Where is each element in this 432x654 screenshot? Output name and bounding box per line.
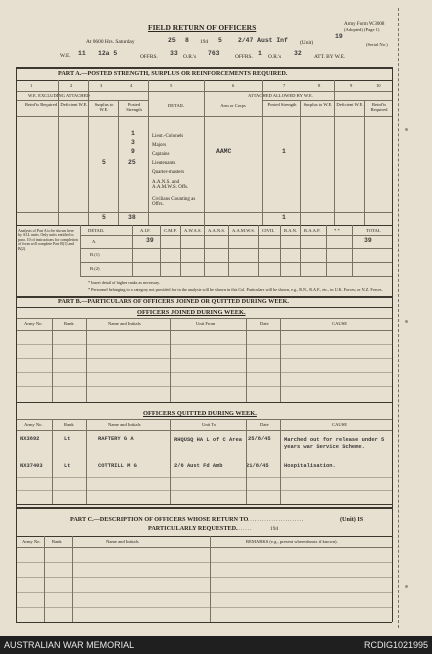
punch-hole [405, 585, 408, 588]
header-detail: DETAIL [167, 103, 185, 108]
posted-value: 9 [131, 148, 135, 155]
rule [16, 318, 392, 319]
quitted-date: 21/8/45 [246, 463, 269, 469]
rule [16, 100, 148, 101]
border-left [16, 67, 17, 622]
quitted-col-header: Unit To [202, 422, 217, 427]
analysis-header: A.W.A.S. [184, 228, 202, 233]
rule [16, 622, 392, 623]
we-label: W.E. [60, 53, 71, 59]
analysis-header: * * [334, 228, 340, 233]
posted-value: 3 [131, 139, 135, 146]
col-line [88, 80, 89, 225]
quitted-col-header: Rank [64, 422, 74, 427]
col-number: 1 [30, 83, 33, 88]
rule [16, 477, 392, 478]
col-line [180, 225, 181, 277]
quitted-unit: 2/6 Aust Fd Amb [174, 463, 223, 469]
col-line [148, 80, 149, 225]
col-line [86, 318, 87, 402]
rule [80, 262, 392, 263]
we-ors-value: 12a 5 [98, 50, 118, 57]
att-posted-value: 1 [282, 148, 286, 155]
rule [16, 372, 392, 373]
quitted-unit: RHQUSQ HA L of C Area [174, 437, 242, 443]
col-line [72, 536, 73, 622]
header-surplus: Surplus to W.E. [94, 102, 114, 112]
part-a-title: PART A.—POSTED STRENGTH, SURPLUS OR REINFORCEMENTS REQUIRED. [58, 70, 288, 77]
col-number: 7 [283, 83, 286, 88]
rule [16, 344, 392, 345]
rule [80, 248, 392, 249]
col-line [204, 80, 205, 225]
posted-value: 1 [131, 130, 135, 137]
quitted-col-header: CAUSE [332, 422, 348, 427]
header-att-reinf: Reinf'ts Required [370, 102, 388, 112]
part-c-col-header: Rank [52, 539, 62, 544]
quitted-name: RAFTERY G A [98, 436, 134, 442]
part-b-title: PART B.—PARTICULARS OF OFFICERS JOINED OR QUITTED DURING WEEK. [58, 298, 289, 305]
header-posted: Posted Strength [126, 102, 142, 112]
quitted-name: COTTRILL M G [98, 463, 137, 469]
rule [16, 419, 392, 420]
analysis-header: DETAIL [88, 228, 105, 233]
quitted-date: 25/8/45 [248, 436, 271, 442]
col-line [132, 225, 133, 277]
col-line [280, 419, 281, 504]
posted-value: 25 [128, 159, 136, 166]
strength-ors-value: 763 [208, 50, 220, 57]
col-line [80, 225, 81, 277]
col-line [262, 80, 263, 225]
total-surplus: 5 [102, 214, 106, 221]
col-number: 3 [100, 83, 103, 88]
detail-item: Quarter-masters [152, 170, 185, 175]
rule [16, 330, 392, 331]
archive-footer [0, 636, 432, 654]
date-year: 5 [218, 37, 222, 44]
attached-ors-value: 32 [294, 50, 302, 57]
detail-item: Lieutenants [152, 161, 176, 166]
col-line [52, 419, 53, 504]
col-line [300, 225, 301, 277]
archive-id: RCDIG1021995 [363, 640, 428, 650]
analysis-row-label: B.(1) [90, 252, 100, 257]
form-number: Army Form W.3008 [344, 22, 385, 27]
form-note: (Adopted) (Page 1) [344, 27, 380, 32]
col-line [280, 225, 281, 277]
part-c-col-header: REMARKS (e.g., present whereabouts if known). [246, 539, 338, 544]
col-line [170, 318, 171, 402]
analysis-header: R.A.A.F. [304, 228, 321, 233]
unit-label: (Unit) [300, 40, 314, 46]
att-by-we-label: ATT. BY W.E. [314, 54, 346, 60]
analysis-header: A.I.F. [140, 228, 151, 233]
col-line [170, 419, 171, 504]
total-att: 1 [282, 214, 286, 221]
header-att-posted: Posted Strength [267, 102, 297, 107]
col-number: 10 [376, 83, 381, 88]
analysis-header: A.A.N.S. [208, 228, 226, 233]
we-excluding-label: W.E. EXCLUDING ATTACHED [28, 93, 90, 98]
rule [16, 507, 392, 509]
col-line [258, 225, 259, 277]
footnote: * Personnel belonging to a category not provided for in the analysis will be shown in this Col. Particulars will be shown, e.g., R.N., R.A.F., etc., in U.K. Forces; or N.Z. Forces. [88, 287, 383, 292]
quitted-army-no: NX37403 [20, 463, 43, 469]
rule [80, 276, 392, 277]
analysis-header: A.A.M.W.S. [232, 228, 255, 233]
col-number: 4 [130, 83, 133, 88]
col-number: 5 [170, 83, 173, 88]
attached-offrs-value: 1 [258, 50, 262, 57]
quitted-title: OFFICERS QUITTED DURING WEEK. [143, 410, 257, 417]
header-reinf: Reinf'ts Required [24, 102, 58, 107]
offrs-label: OFFRS. [140, 54, 158, 60]
analysis-row-label: B.(2) [90, 266, 100, 271]
detail-item: Lieut.-Colonels [152, 134, 184, 139]
ors-label-2: O.R.'s [268, 54, 282, 60]
footnote: * Insert detail of higher ranks as necessary. [88, 280, 161, 285]
header-att-surplus: Surplus to W.E. [303, 102, 333, 107]
quitted-col-header: Name and Initials [108, 422, 141, 427]
serial-value: 19 [335, 33, 343, 40]
part-c-title: PART C.—DESCRIPTION OF OFFICERS WHOSE RETURN TO [70, 516, 249, 523]
surplus-value: 5 [102, 159, 106, 166]
col-line [364, 100, 365, 225]
rule [16, 402, 392, 403]
analysis-row-label: A. [92, 239, 97, 244]
quitted-col-header: Date [260, 422, 269, 427]
rule [262, 100, 392, 101]
rule [80, 235, 392, 236]
joined-col-header: Army No. [24, 321, 43, 326]
quitted-cause: Marched out for release under 5 years war Service Scheme. [284, 437, 385, 451]
col-line [352, 225, 353, 277]
fold-line [398, 8, 399, 628]
col-line [210, 536, 211, 622]
col-number: 9 [350, 83, 353, 88]
col-line [52, 318, 53, 402]
part-c-dots: ........................ [248, 517, 305, 523]
date-day: 25 [168, 37, 176, 44]
analysis-header: CIVIL [262, 228, 275, 233]
joined-title: OFFICERS JOINED DURING WEEK. [137, 309, 246, 316]
col-line [118, 100, 119, 225]
col-line [334, 80, 335, 225]
joined-col-header: Name and Initials [108, 321, 141, 326]
rule [16, 430, 392, 431]
col-line [280, 318, 281, 402]
header-deficient: Deficient W.E. [60, 102, 88, 107]
ors-label: O.R.'s [183, 54, 197, 60]
analysis-note: Analysis of Part A to be shown here by ALL units. Only units entitled to para. 10 of instructions for completion of form will complete Part B(1) and B(2). [18, 229, 78, 251]
rule [16, 67, 392, 69]
col-line [160, 225, 161, 277]
serial-label: (Serial No.) [366, 42, 388, 47]
col-line [300, 100, 301, 225]
quitted-army-no: NX3692 [20, 436, 40, 442]
header-att-deficient: Deficient W.E. [336, 102, 364, 107]
quitted-rank: Lt [64, 463, 71, 469]
we-offrs-value: 11 [78, 50, 86, 57]
col-number: 2 [70, 83, 73, 88]
part-c-unit-label: (Unit) IS [340, 516, 364, 523]
aif-value: 39 [146, 237, 154, 244]
joined-col-header: Rank [64, 321, 74, 326]
part-c-title-2: PARTICULARLY REQUESTED. [148, 525, 238, 532]
rule [16, 504, 392, 505]
quitted-col-header: Army No. [24, 422, 43, 427]
detail-item: Civilians Counting as Offrs. [152, 197, 196, 207]
unit-value: 2/47 Aust Inf [238, 37, 288, 44]
form-title: FIELD RETURN OF OFFICERS [148, 23, 257, 32]
date-month: 8 [185, 37, 189, 44]
rule [16, 386, 392, 387]
analysis-total-value: 39 [364, 237, 372, 244]
total-posted: 38 [128, 214, 136, 221]
analysis-header: R.A.N. [284, 228, 298, 233]
attached-allowed-label: ATTACHED ALLOWED BY W.E. [248, 93, 313, 98]
rule [16, 358, 392, 359]
analysis-header: TOTAL [366, 228, 381, 233]
detail-item: Majors [152, 143, 167, 148]
arm-corps-value: AAMC [216, 148, 232, 155]
part-c-year: 194 [270, 526, 279, 532]
archive-name: AUSTRALIAN WAR MEMORIAL [4, 640, 135, 650]
part-c-date-dots: ....... [236, 526, 253, 532]
year-label: 194 [200, 39, 209, 45]
punch-hole [405, 320, 408, 323]
detail-item: Captains [152, 152, 170, 157]
quitted-rank: Lt [64, 436, 71, 442]
analysis-header: C.M.F. [164, 228, 177, 233]
detail-item: A.A.N.S. and A.A.M.W.S. Offs. [152, 180, 189, 190]
col-number: 8 [318, 83, 321, 88]
col-line [246, 318, 247, 402]
joined-col-header: CAUSE [332, 321, 348, 326]
rule [16, 307, 392, 308]
punch-hole [405, 128, 408, 131]
quitted-cause: Hospitalisation. [284, 463, 336, 469]
col-number: 6 [232, 83, 235, 88]
col-line [326, 225, 327, 277]
part-c-col-header: Army No. [22, 539, 41, 544]
col-line [58, 80, 59, 225]
col-line [86, 419, 87, 504]
col-line [204, 225, 205, 277]
col-line [246, 419, 247, 504]
offrs-label-2: OFFRS. [235, 54, 253, 60]
col-line [228, 225, 229, 277]
strength-offrs-value: 33 [170, 50, 178, 57]
col-line [44, 536, 45, 622]
border-right [392, 67, 393, 622]
part-c-col-header: Name and Initials [106, 539, 139, 544]
at-label: At 0600 Hrs. Saturday [86, 39, 135, 45]
joined-col-header: Unit From [196, 321, 216, 326]
joined-col-header: Date [260, 321, 269, 326]
rule [16, 490, 392, 491]
header-arm-corps: Arm or Corps [220, 103, 246, 108]
